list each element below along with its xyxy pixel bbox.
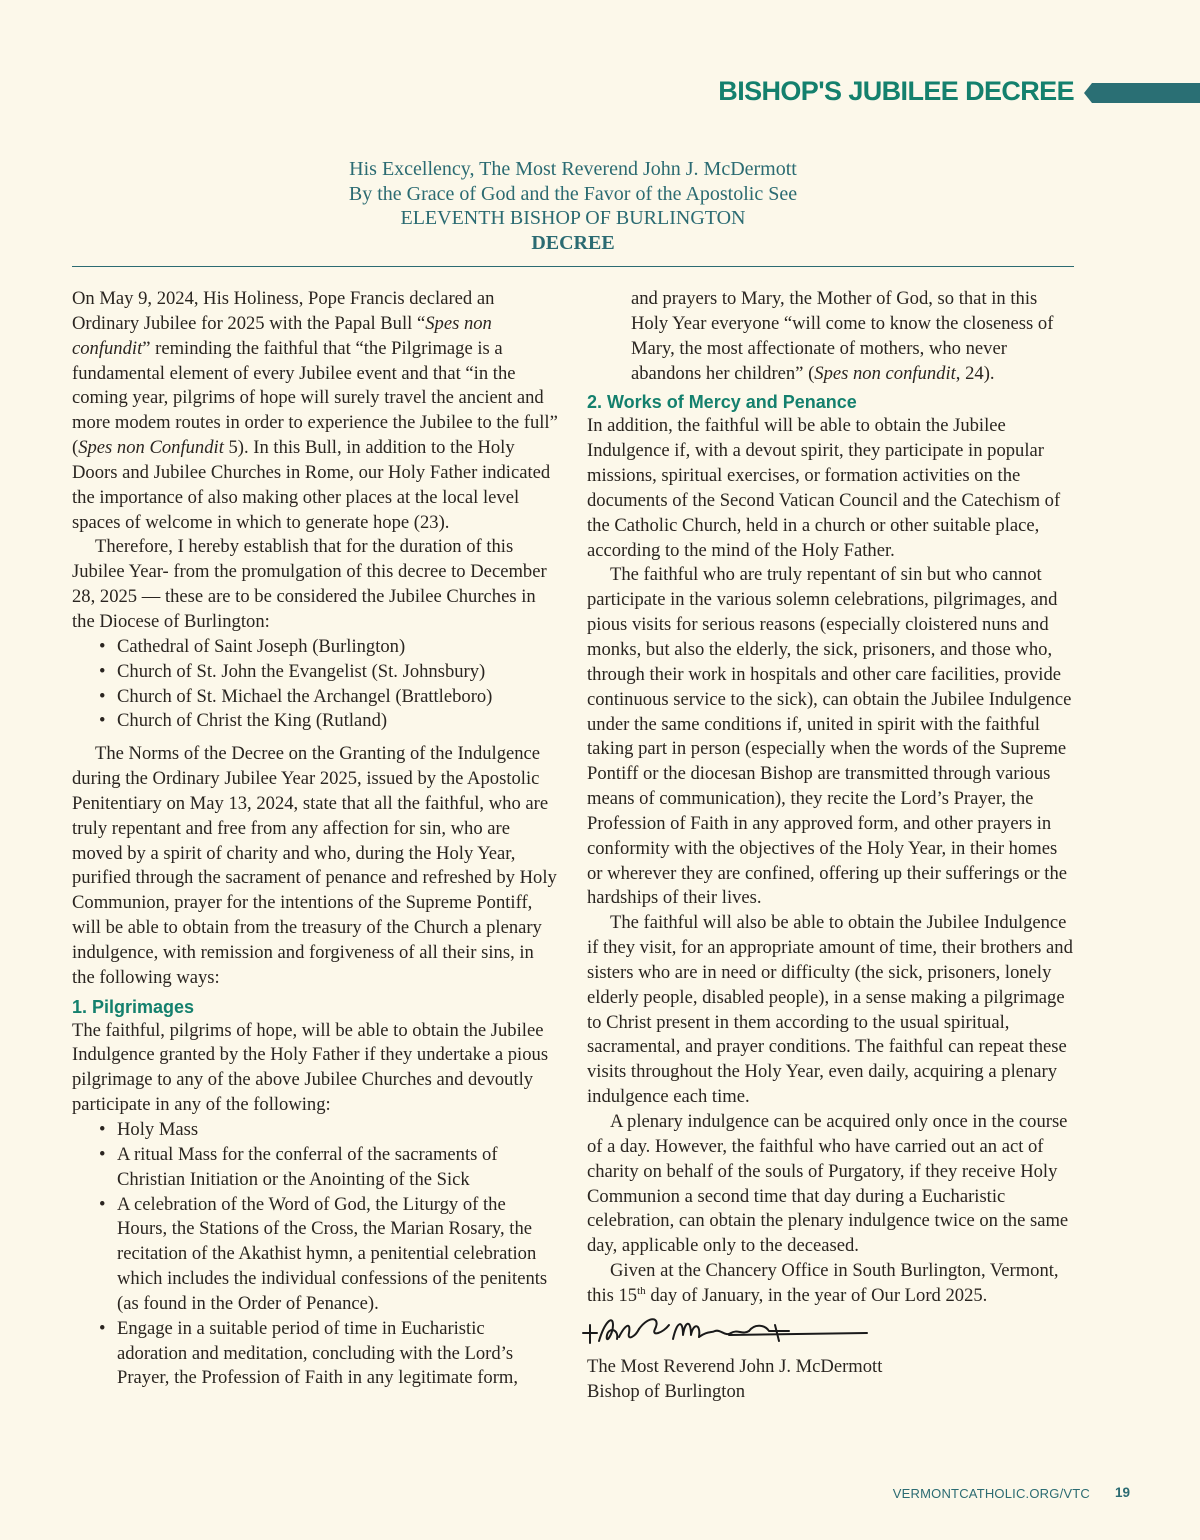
mercy-paragraph: In addition, the faithful will be able to obtain the Jubilee Indulgence if, with a devout spirit, they participate in popular missions, spiritual exercises, or formation activities on the documents of the Second Vatican Council and the Catechism of the Catholic Church, held in a church or other suitable place, according to the mind of the Holy Father. <box>587 415 1061 561</box>
right-column <box>587 287 1074 1404</box>
signatory-name: The Most Reverend John J. McDermott <box>587 1355 883 1377</box>
establish-paragraph: Therefore, I hereby establish that for the duration of this Jubilee Year- from the promulgation of this decree to December 28, 2025 — these are to be considered the Jubilee Churches in the Diocese of Burlington: <box>72 536 547 632</box>
heading-line-3: ELEVENTH BISHOP OF BURLINGTON <box>400 207 746 230</box>
list-item: • Church of Christ the King (Rutland) <box>72 709 559 734</box>
plenary-paragraph: A plenary indulgence can be acquired only once in the course of a day. However, the faithful who have carried out an act of charity on behalf of the souls of Purgatory, if they receive Holy Communion a second time that day during a Eucharistic celebration, can obtain the plenary indulgence twice on the same day, applicable only to the deceased. <box>587 1111 1069 1257</box>
pilgrimages-paragraph: The faithful, pilgrims of hope, will be able to obtain the Jubilee Indulgence granted by the Holy Father if they undertake a pious pilgrimage to any of the above Jubilee Churches and devoutly participate in any of the following: <box>72 1019 549 1116</box>
decree-heading <box>72 157 1074 255</box>
list-item: • Church of St. John the Evangelist (St. Johnsbury) <box>72 660 559 685</box>
signatory-title: Bishop of Burlington <box>587 1380 746 1402</box>
section-tab-decoration <box>1084 83 1200 103</box>
bishop-signature <box>587 1311 1074 1355</box>
repentant-paragraph: The faithful who are truly repentant of sin but who cannot participate in the various solemn celebrations, pilgrimages, and pious visits for serious reasons (especially cloistered nuns and monks, but also the elderly, the sick, prisoners, and those who, through their work in hospitals and other care facilities, provide continuous service to the sick), can obtain the Jubilee Indulgence under the same conditions if, united in spirit with the faithful taking part in person (especially when the words of the Supreme Pontiff or the diocesan Bishop are transmitted through various means of communication), they recite the Lord’s Prayer, the Profession of Faith in any approved form, and other prayers in conformity with the objectives of the Holy Year, in their homes or wherever they are confined, offering up their sufferings or the hardships of their lives. <box>587 564 1072 909</box>
heading-line-1: His Excellency, The Most Reverend John J. McDermott <box>349 158 797 180</box>
subheading-works-of-mercy: 2. Works of Mercy and Penance <box>587 392 857 413</box>
page-number: 19 <box>1114 1485 1130 1500</box>
section-title: BISHOP'S JUBILEE DECREE <box>718 76 1074 106</box>
practices-list <box>72 1118 559 1391</box>
practices-continuation: and prayers to Mary, the Mother of God, so that in this Holy Year everyone “will come to know the closeness of Mary, the most affectionate of mothers, who never abandons her children” (Spes non confundit, 24). <box>631 288 1054 384</box>
list-item: • Holy Mass <box>72 1118 559 1143</box>
heading-decree: DECREE <box>531 231 615 254</box>
jubilee-churches-list <box>72 635 559 734</box>
signature-image <box>579 1311 869 1353</box>
list-item: • Church of St. Michael the Archangel (Brattleboro) <box>72 685 559 710</box>
list-item: • A ritual Mass for the conferral of the sacraments of Christian Initiation or the Anointing of the Sick <box>72 1143 559 1193</box>
visits-paragraph: The faithful will also be able to obtain the Jubilee Indulgence if they visit, for an appropriate amount of time, their brothers and sisters who are in need or difficulty (the sick, prisoners, lonely elderly people, disabled people), in a sense making a pilgrimage to Christ present in them according to the usual spiritual, sacramental, and prayer conditions. The faithful can repeat these visits throughout the Holy Year, even daily, acquiring a plenary indulgence each time. <box>587 912 1073 1108</box>
heading-line-2: By the Grace of God and the Favor of the Apostolic See <box>348 182 798 205</box>
given-at-paragraph: Given at the Chancery Office in South Burlington, Vermont, this 15th day of January, in the year of Our Lord 2025. <box>587 1260 1059 1306</box>
footer-url: VERMONTCATHOLIC.ORG/VTC <box>892 1486 1090 1501</box>
list-item: • A celebration of the Word of God, the Liturgy of the Hours, the Stations of the Cross, the Marian Rosary, the recitation of the Akathist hymn, a penitential celebration which includes the individual confessions of the penitents (as found in the Order of Penance). <box>72 1193 559 1317</box>
subheading-pilgrimages: 1. Pilgrimages <box>72 996 195 1017</box>
norms-paragraph: The Norms of the Decree on the Granting of the Indulgence during the Ordinary Jubilee Year 2025, issued by the Apostolic Penitentiary on May 13, 2024, state that all the faithful, who are truly repentant and free from any affection for sin, who are moved by a spirit of charity and who, during the Holy Year, purified through the sacrament of penance and refreshed by Holy Communion, prayer for the intentions of the Supreme Pontiff, will be able to obtain from the treasury of the Church a plenary indulgence, with remission and forgiveness of all their sins, in the following ways: <box>72 743 557 988</box>
left-column <box>72 287 559 1391</box>
list-item: • Engage in a suitable period of time in Eucharistic adoration and meditation, concluding with the Lord’s Prayer, the Profession of Faith in any legitimate form, <box>72 1317 559 1392</box>
intro-paragraph: On May 9, 2024, His Holiness, Pope Francis declared an Ordinary Jubilee for 2025 with the Papal Bull “Spes non confundit” reminding the faithful that “the Pilgrimage is a fundamental element of every Jubilee event and that “in the coming year, pilgrims of hope will surely travel the ancient and more modem routes in order to experience the Jubilee to the full” (Spes non Confundit 5). In this Bull, in addition to the Holy Doors and Jubilee Churches in Rome, our Holy Father indicated the importance of also making other places at the local level spaces of welcome in which to generate hope (23). <box>72 288 558 533</box>
list-item: • Cathedral of Saint Joseph (Burlington) <box>72 635 559 660</box>
heading-divider <box>72 266 1074 267</box>
